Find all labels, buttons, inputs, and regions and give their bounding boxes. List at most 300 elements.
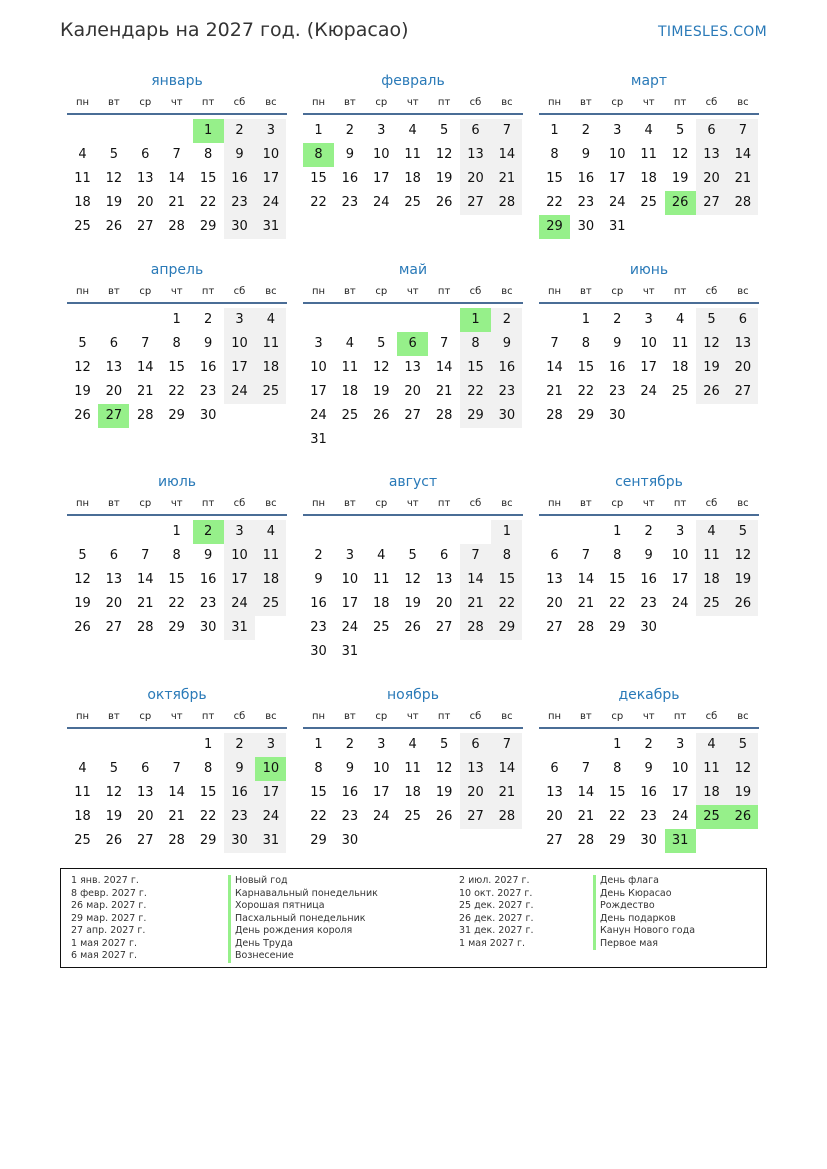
day-cell: 5 bbox=[727, 520, 758, 544]
day-cell: 11 bbox=[404, 761, 421, 776]
day-cell: 19 bbox=[105, 809, 123, 824]
day-cell: 26 bbox=[105, 219, 123, 234]
day-cell: 26 bbox=[435, 809, 453, 824]
day-cell: 21 bbox=[546, 384, 563, 399]
day-cell: 16 bbox=[199, 572, 217, 587]
day-cell: 16 bbox=[609, 360, 626, 375]
day-cell: 14 bbox=[137, 360, 154, 375]
day-cell: 1 bbox=[314, 123, 323, 138]
weekday-header: вс bbox=[265, 498, 277, 509]
weekday-header: пн bbox=[75, 97, 90, 108]
legend-date: 1 янв. 2027 г. bbox=[71, 875, 139, 886]
header-rule bbox=[303, 113, 523, 115]
day-cell: 2 bbox=[345, 123, 355, 138]
day-cell: 8 bbox=[203, 147, 213, 162]
day-cell: 6 bbox=[141, 761, 150, 776]
weekday-header: ср bbox=[375, 498, 388, 509]
day-cell: 15 bbox=[546, 171, 563, 186]
legend-date: 25 дек. 2027 г. bbox=[459, 900, 534, 911]
day-cell: 17 bbox=[255, 167, 286, 191]
day-cell: 15 bbox=[577, 360, 595, 375]
day-cell: 4 bbox=[644, 123, 653, 138]
day-cell: 31 bbox=[609, 219, 626, 234]
day-cell: 7 bbox=[581, 761, 591, 776]
day-cell: 9 bbox=[644, 761, 653, 776]
day-cell: 8 bbox=[581, 336, 591, 351]
day-cell: 13 bbox=[546, 572, 563, 587]
day-cell: 10 bbox=[224, 332, 255, 356]
day-cell: 5 bbox=[109, 147, 119, 162]
day-cell: 28 bbox=[577, 620, 595, 635]
header-rule bbox=[539, 113, 759, 115]
weekday-header: ср bbox=[611, 711, 624, 722]
day-cell: 20 bbox=[404, 384, 421, 399]
day-cell: 24 bbox=[255, 191, 286, 215]
day-cell: 23 bbox=[640, 596, 657, 611]
day-cell: 6 bbox=[550, 761, 559, 776]
header-rule bbox=[303, 302, 523, 304]
day-cell: 28 bbox=[727, 191, 758, 215]
day-cell: 26 bbox=[74, 408, 91, 423]
weekday-header: ср bbox=[139, 286, 152, 297]
day-cell: 9 bbox=[581, 147, 591, 162]
day-cell: 25 bbox=[74, 219, 91, 234]
holiday-day-cell: 6 bbox=[397, 332, 428, 356]
weekday-header: ср bbox=[375, 711, 388, 722]
day-cell: 7 bbox=[491, 119, 522, 143]
day-cell: 27 bbox=[460, 191, 491, 215]
weekday-header: вс bbox=[737, 97, 749, 108]
day-cell: 30 bbox=[310, 644, 327, 659]
day-cell: 18 bbox=[74, 195, 91, 210]
day-cell: 10 bbox=[310, 360, 327, 375]
weekday-header: чт bbox=[170, 97, 183, 108]
day-cell: 30 bbox=[640, 620, 657, 635]
header-rule bbox=[539, 514, 759, 516]
day-cell: 24 bbox=[640, 384, 657, 399]
day-cell: 14 bbox=[168, 171, 185, 186]
holiday-day-cell: 8 bbox=[303, 143, 334, 167]
day-cell: 16 bbox=[491, 356, 522, 380]
day-cell: 30 bbox=[199, 620, 217, 635]
day-cell: 22 bbox=[577, 384, 595, 399]
holiday-day-cell: 25 bbox=[696, 805, 727, 829]
day-cell: 9 bbox=[314, 572, 323, 587]
day-cell: 3 bbox=[613, 123, 622, 138]
day-cell: 14 bbox=[491, 143, 522, 167]
day-cell: 19 bbox=[727, 781, 758, 805]
weekday-header: вт bbox=[344, 286, 356, 297]
day-cell: 2 bbox=[613, 312, 622, 327]
day-cell: 9 bbox=[345, 147, 355, 162]
day-cell: 2 bbox=[644, 524, 653, 539]
day-cell: 14 bbox=[435, 360, 453, 375]
day-cell: 20 bbox=[696, 167, 727, 191]
day-cell: 21 bbox=[137, 384, 154, 399]
day-cell: 10 bbox=[640, 336, 657, 351]
weekday-header: ср bbox=[611, 97, 624, 108]
weekday-header: чт bbox=[406, 286, 419, 297]
weekday-header: ср bbox=[139, 97, 152, 108]
day-cell: 4 bbox=[78, 147, 87, 162]
day-cell: 20 bbox=[727, 356, 758, 380]
day-cell: 19 bbox=[105, 195, 123, 210]
day-cell: 19 bbox=[404, 596, 421, 611]
weekday-header: сб bbox=[705, 286, 718, 297]
day-cell: 4 bbox=[255, 308, 286, 332]
day-cell: 30 bbox=[577, 219, 595, 234]
weekday-header: сб bbox=[233, 498, 246, 509]
day-cell: 24 bbox=[255, 805, 286, 829]
holiday-day-cell: 26 bbox=[665, 191, 696, 215]
day-cell: 13 bbox=[137, 785, 154, 800]
weekday-header: сб bbox=[233, 711, 246, 722]
header-rule bbox=[539, 302, 759, 304]
day-cell: 5 bbox=[109, 761, 119, 776]
day-cell: 16 bbox=[577, 171, 595, 186]
day-cell: 17 bbox=[255, 781, 286, 805]
holiday-legend bbox=[60, 868, 767, 968]
day-cell: 31 bbox=[224, 616, 255, 640]
day-cell: 12 bbox=[671, 147, 689, 162]
weekday-header: пн bbox=[75, 711, 90, 722]
day-cell: 6 bbox=[109, 548, 119, 563]
day-cell: 23 bbox=[341, 809, 359, 824]
day-cell: 23 bbox=[640, 809, 657, 824]
day-cell: 21 bbox=[727, 167, 758, 191]
weekday-header: пт bbox=[437, 498, 451, 509]
day-cell: 18 bbox=[671, 360, 689, 375]
day-cell: 24 bbox=[224, 592, 255, 616]
day-cell: 9 bbox=[224, 143, 255, 167]
day-cell: 25 bbox=[404, 195, 421, 210]
page-title: Календарь на 2027 год. (Кюрасао) bbox=[60, 19, 409, 41]
day-cell: 7 bbox=[550, 336, 559, 351]
day-cell: 15 bbox=[491, 568, 522, 592]
day-cell: 22 bbox=[609, 809, 626, 824]
weekday-header: вс bbox=[737, 498, 749, 509]
weekday-header: вс bbox=[737, 711, 749, 722]
day-cell: 27 bbox=[137, 219, 154, 234]
day-cell: 31 bbox=[341, 644, 359, 659]
day-cell: 23 bbox=[199, 596, 217, 611]
day-cell: 10 bbox=[373, 761, 390, 776]
day-cell: 20 bbox=[546, 596, 563, 611]
day-cell: 8 bbox=[550, 147, 559, 162]
weekday-header: пн bbox=[311, 286, 326, 297]
legend-holiday-name: Новый год bbox=[235, 875, 288, 886]
day-cell: 16 bbox=[640, 785, 657, 800]
weekday-header: сб bbox=[469, 711, 482, 722]
day-cell: 29 bbox=[609, 620, 626, 635]
weekday-header: вс bbox=[501, 498, 513, 509]
day-cell: 12 bbox=[727, 544, 758, 568]
day-cell: 27 bbox=[105, 620, 123, 635]
day-cell: 13 bbox=[137, 171, 154, 186]
day-cell: 31 bbox=[310, 432, 327, 447]
weekday-header: чт bbox=[406, 97, 419, 108]
day-cell: 17 bbox=[310, 384, 327, 399]
day-cell: 26 bbox=[74, 620, 91, 635]
day-cell: 17 bbox=[224, 568, 255, 592]
holiday-day-cell: 31 bbox=[665, 829, 696, 853]
weekday-header: чт bbox=[170, 711, 183, 722]
day-cell: 5 bbox=[408, 548, 417, 563]
day-cell: 18 bbox=[373, 596, 390, 611]
weekday-header: вт bbox=[580, 286, 592, 297]
day-cell: 22 bbox=[460, 380, 491, 404]
month-name: сентябрь bbox=[615, 474, 683, 490]
day-cell: 4 bbox=[675, 312, 685, 327]
day-cell: 1 bbox=[172, 312, 181, 327]
day-cell: 25 bbox=[255, 380, 286, 404]
day-cell: 17 bbox=[373, 171, 390, 186]
day-cell: 3 bbox=[377, 737, 386, 752]
weekday-header: вс bbox=[265, 97, 277, 108]
month-name: ноябрь bbox=[387, 687, 439, 703]
day-cell: 9 bbox=[345, 761, 355, 776]
day-cell: 23 bbox=[577, 195, 595, 210]
day-cell: 29 bbox=[168, 620, 185, 635]
day-cell: 22 bbox=[199, 195, 217, 210]
day-cell: 27 bbox=[435, 620, 453, 635]
weekday-header: пт bbox=[673, 286, 687, 297]
weekday-header: вт bbox=[108, 498, 120, 509]
day-cell: 9 bbox=[203, 548, 213, 563]
day-cell: 20 bbox=[460, 781, 491, 805]
day-cell: 25 bbox=[74, 833, 91, 848]
legend-date: 8 февр. 2027 г. bbox=[71, 887, 147, 899]
day-cell: 1 bbox=[613, 737, 622, 752]
weekday-header: чт bbox=[406, 498, 419, 509]
day-cell: 25 bbox=[404, 809, 421, 824]
day-cell: 27 bbox=[546, 833, 563, 848]
day-cell: 28 bbox=[168, 219, 185, 234]
month-name: февраль bbox=[381, 73, 445, 89]
holiday-day-cell: 1 bbox=[460, 308, 491, 332]
day-cell: 3 bbox=[675, 737, 685, 752]
day-cell: 16 bbox=[224, 167, 255, 191]
day-cell: 31 bbox=[255, 215, 286, 239]
weekday-header: сб bbox=[705, 498, 718, 509]
day-cell: 19 bbox=[727, 568, 758, 592]
weekday-header: ср bbox=[139, 711, 152, 722]
day-cell: 2 bbox=[491, 308, 522, 332]
day-cell: 19 bbox=[74, 596, 91, 611]
day-cell: 8 bbox=[172, 336, 181, 351]
day-cell: 11 bbox=[255, 544, 286, 568]
day-cell: 1 bbox=[613, 524, 622, 539]
day-cell: 6 bbox=[439, 548, 449, 563]
day-cell: 8 bbox=[491, 544, 522, 568]
day-cell: 21 bbox=[168, 809, 185, 824]
day-cell: 19 bbox=[435, 785, 453, 800]
day-cell: 22 bbox=[310, 195, 327, 210]
day-cell: 2 bbox=[345, 737, 355, 752]
day-cell: 15 bbox=[460, 356, 491, 380]
day-cell: 26 bbox=[373, 408, 390, 423]
weekday-header: вт bbox=[344, 498, 356, 509]
day-cell: 23 bbox=[224, 805, 255, 829]
day-cell: 5 bbox=[696, 308, 727, 332]
day-cell: 3 bbox=[224, 308, 255, 332]
day-cell: 23 bbox=[224, 191, 255, 215]
day-cell: 19 bbox=[696, 356, 727, 380]
weekday-header: вс bbox=[265, 286, 277, 297]
day-cell: 17 bbox=[373, 785, 390, 800]
day-cell: 18 bbox=[255, 568, 286, 592]
day-cell: 21 bbox=[168, 195, 185, 210]
day-cell: 25 bbox=[341, 408, 359, 423]
day-cell: 15 bbox=[609, 785, 626, 800]
day-cell: 23 bbox=[310, 620, 327, 635]
weekday-header: ср bbox=[139, 498, 152, 509]
day-cell: 15 bbox=[199, 171, 217, 186]
day-cell: 27 bbox=[404, 408, 421, 423]
weekday-header: пн bbox=[547, 498, 562, 509]
day-cell: 15 bbox=[199, 785, 217, 800]
legend-date: 31 дек. 2027 г. bbox=[459, 925, 534, 936]
day-cell: 8 bbox=[203, 761, 213, 776]
day-cell: 20 bbox=[105, 596, 123, 611]
day-cell: 2 bbox=[224, 733, 255, 757]
day-cell: 24 bbox=[341, 620, 359, 635]
header-rule bbox=[303, 514, 523, 516]
day-cell: 9 bbox=[644, 548, 653, 563]
legend-holiday-name: День рождения короля bbox=[235, 925, 353, 936]
month-name: июнь bbox=[629, 262, 669, 278]
day-cell: 7 bbox=[141, 336, 150, 351]
day-cell: 6 bbox=[550, 548, 559, 563]
month-name: январь bbox=[151, 73, 203, 89]
day-cell: 6 bbox=[727, 308, 758, 332]
day-cell: 27 bbox=[696, 191, 727, 215]
weekday-header: пт bbox=[201, 498, 215, 509]
day-cell: 9 bbox=[613, 336, 622, 351]
day-cell: 17 bbox=[224, 356, 255, 380]
day-cell: 13 bbox=[460, 757, 491, 781]
day-cell: 29 bbox=[609, 833, 626, 848]
site-brand-link[interactable]: TIMESLES.COM bbox=[658, 24, 767, 40]
day-cell: 10 bbox=[255, 143, 286, 167]
weekday-header: пт bbox=[673, 97, 687, 108]
weekday-header: сб bbox=[469, 498, 482, 509]
day-cell: 6 bbox=[460, 119, 491, 143]
weekday-header: пн bbox=[547, 286, 562, 297]
day-cell: 22 bbox=[609, 596, 626, 611]
day-cell: 28 bbox=[168, 833, 185, 848]
day-cell: 29 bbox=[491, 616, 522, 640]
day-cell: 23 bbox=[491, 380, 522, 404]
day-cell: 29 bbox=[199, 833, 217, 848]
day-cell: 30 bbox=[640, 833, 657, 848]
day-cell: 17 bbox=[671, 572, 689, 587]
day-cell: 4 bbox=[408, 737, 417, 752]
day-cell: 28 bbox=[491, 191, 522, 215]
day-cell: 16 bbox=[341, 785, 359, 800]
day-cell: 2 bbox=[644, 737, 653, 752]
day-cell: 4 bbox=[255, 520, 286, 544]
day-cell: 11 bbox=[341, 360, 359, 375]
day-cell: 28 bbox=[577, 833, 595, 848]
day-cell: 25 bbox=[671, 384, 689, 399]
weekday-header: вт bbox=[580, 498, 592, 509]
day-cell: 22 bbox=[168, 384, 185, 399]
day-cell: 27 bbox=[460, 805, 491, 829]
day-cell: 14 bbox=[577, 572, 595, 587]
day-cell: 1 bbox=[203, 737, 213, 752]
holiday-day-cell: 1 bbox=[193, 119, 224, 143]
legend-holiday-name: Рождество bbox=[600, 900, 655, 911]
month-name: май bbox=[398, 262, 428, 278]
header-rule bbox=[67, 727, 287, 729]
day-cell: 11 bbox=[255, 332, 286, 356]
day-cell: 8 bbox=[460, 332, 491, 356]
holiday-day-cell: 2 bbox=[193, 520, 224, 544]
day-cell: 25 bbox=[640, 195, 657, 210]
day-cell: 19 bbox=[435, 171, 453, 186]
day-cell: 9 bbox=[491, 332, 522, 356]
day-cell: 11 bbox=[373, 572, 390, 587]
day-cell: 5 bbox=[377, 336, 386, 351]
header-rule bbox=[539, 727, 759, 729]
day-cell: 1 bbox=[314, 737, 323, 752]
day-cell: 29 bbox=[577, 408, 595, 423]
day-cell: 24 bbox=[671, 596, 689, 611]
weekday-header: пн bbox=[311, 97, 326, 108]
weekday-header: вс bbox=[501, 286, 513, 297]
day-cell: 18 bbox=[640, 171, 657, 186]
weekday-header: пн bbox=[75, 498, 90, 509]
day-cell: 14 bbox=[460, 568, 491, 592]
day-cell: 30 bbox=[491, 404, 522, 428]
day-cell: 11 bbox=[671, 336, 689, 351]
day-cell: 29 bbox=[199, 219, 217, 234]
day-cell: 24 bbox=[373, 809, 390, 824]
day-cell: 17 bbox=[640, 360, 657, 375]
day-cell: 4 bbox=[696, 733, 727, 757]
day-cell: 30 bbox=[224, 829, 255, 853]
day-cell: 14 bbox=[577, 785, 595, 800]
day-cell: 3 bbox=[255, 733, 286, 757]
day-cell: 9 bbox=[224, 757, 255, 781]
day-cell: 26 bbox=[727, 592, 758, 616]
weekday-header: сб bbox=[469, 286, 482, 297]
weekday-header: вт bbox=[580, 711, 592, 722]
day-cell: 25 bbox=[373, 620, 390, 635]
day-cell: 24 bbox=[373, 195, 390, 210]
day-cell: 18 bbox=[341, 384, 359, 399]
day-cell: 23 bbox=[341, 195, 359, 210]
day-cell: 15 bbox=[310, 171, 327, 186]
weekday-header: пт bbox=[673, 498, 687, 509]
day-cell: 22 bbox=[546, 195, 563, 210]
day-cell: 22 bbox=[310, 809, 327, 824]
legend-date: 2 июл. 2027 г. bbox=[459, 875, 530, 886]
day-cell: 26 bbox=[404, 620, 421, 635]
day-cell: 12 bbox=[696, 332, 727, 356]
weekday-header: ср bbox=[611, 498, 624, 509]
legend-holiday-name: Хорошая пятница bbox=[235, 900, 325, 911]
weekday-header: чт bbox=[170, 498, 183, 509]
day-cell: 30 bbox=[224, 215, 255, 239]
day-cell: 13 bbox=[105, 572, 123, 587]
day-cell: 6 bbox=[460, 733, 491, 757]
header-rule bbox=[67, 113, 287, 115]
day-cell: 12 bbox=[404, 572, 421, 587]
weekday-header: пт bbox=[673, 711, 687, 722]
legend-holiday-name: Вознесение bbox=[235, 950, 294, 961]
